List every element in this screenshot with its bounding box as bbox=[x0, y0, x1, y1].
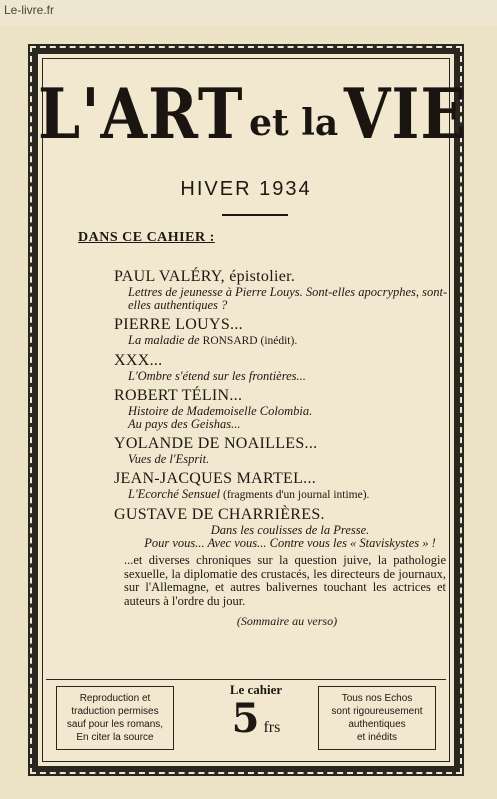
contents-entry bbox=[114, 470, 454, 502]
contents-list bbox=[114, 268, 454, 629]
contents-entry bbox=[114, 316, 454, 348]
echos-notice: Tous nos Echos sont rigoureusement authentiques et inédits bbox=[318, 686, 436, 750]
price-label: Le cahier bbox=[229, 682, 283, 697]
contents-entry bbox=[114, 352, 454, 383]
reproduction-notice: Reproduction et traduction permises sauf pour les romans, En citer la source bbox=[56, 686, 174, 750]
price-unit: frs bbox=[263, 719, 281, 736]
contents-entry bbox=[114, 435, 454, 466]
author-name: PAUL VALÉRY, bbox=[114, 268, 225, 285]
watermark: Le-livre.fr bbox=[4, 3, 55, 17]
issue-date: HIVER 1934 bbox=[180, 178, 312, 200]
footer-band bbox=[46, 679, 446, 758]
entry-description: La maladie de bbox=[128, 333, 203, 347]
contents-entry bbox=[114, 387, 454, 431]
masthead-title: L'ART et la VIE bbox=[38, 74, 468, 156]
entry-description: L'Ombre s'étend sur les frontières... bbox=[128, 369, 306, 383]
entry-description: Vues de l'Esprit. bbox=[128, 452, 210, 466]
author-name: XXX... bbox=[114, 352, 163, 369]
author-name: JEAN-JACQUES MARTEL... bbox=[114, 470, 317, 487]
chronicles-text: ...et diverses chroniques sur la question juive, la pathologie sexuelle, la diplomatie des crustacés, les directeurs de journaux, sur l'Allemagne, et autres balivernes touchant les actrices et auteurs à l'ordre du jour. bbox=[124, 553, 446, 608]
entry-description: Lettres de jeunesse à Pierre Louys. Sont-elles apocryphes, sont-elles authentiques ? bbox=[128, 285, 448, 312]
sommaire-note: (Sommaire au verso) bbox=[236, 614, 338, 628]
price-block bbox=[190, 682, 322, 740]
entry-description: Dans les coulisses de la Presse. bbox=[210, 523, 370, 537]
entry-description: L'Ecorché Sensuel bbox=[128, 487, 221, 501]
price-value: 5 bbox=[231, 695, 260, 742]
author-name: GUSTAVE DE CHARRIÈRES. bbox=[114, 506, 325, 523]
contents-entry bbox=[114, 268, 454, 312]
entry-description-extra: Au pays des Geishas... bbox=[128, 417, 241, 431]
author-name: YOLANDE DE NOAILLES... bbox=[114, 435, 318, 452]
author-name: PIERRE LOUYS... bbox=[114, 316, 243, 333]
section-heading: DANS CE CAHIER : bbox=[78, 230, 215, 245]
entry-description-upright: RONSARD (inédit). bbox=[202, 335, 298, 347]
author-suffix: épistolier. bbox=[224, 268, 296, 285]
entry-description: Histoire de Mademoiselle Colombia. bbox=[128, 404, 313, 418]
entry-description-extra: Pour vous... Avec vous... Contre vous les « Staviskystes » ! bbox=[144, 536, 436, 550]
magazine-cover bbox=[0, 26, 497, 799]
entry-description-upright: (fragments d'un journal intime). bbox=[220, 489, 370, 501]
divider bbox=[222, 214, 288, 216]
author-name: ROBERT TÉLIN... bbox=[114, 387, 243, 404]
cover-frame bbox=[28, 44, 468, 776]
contents-entry bbox=[114, 506, 454, 550]
